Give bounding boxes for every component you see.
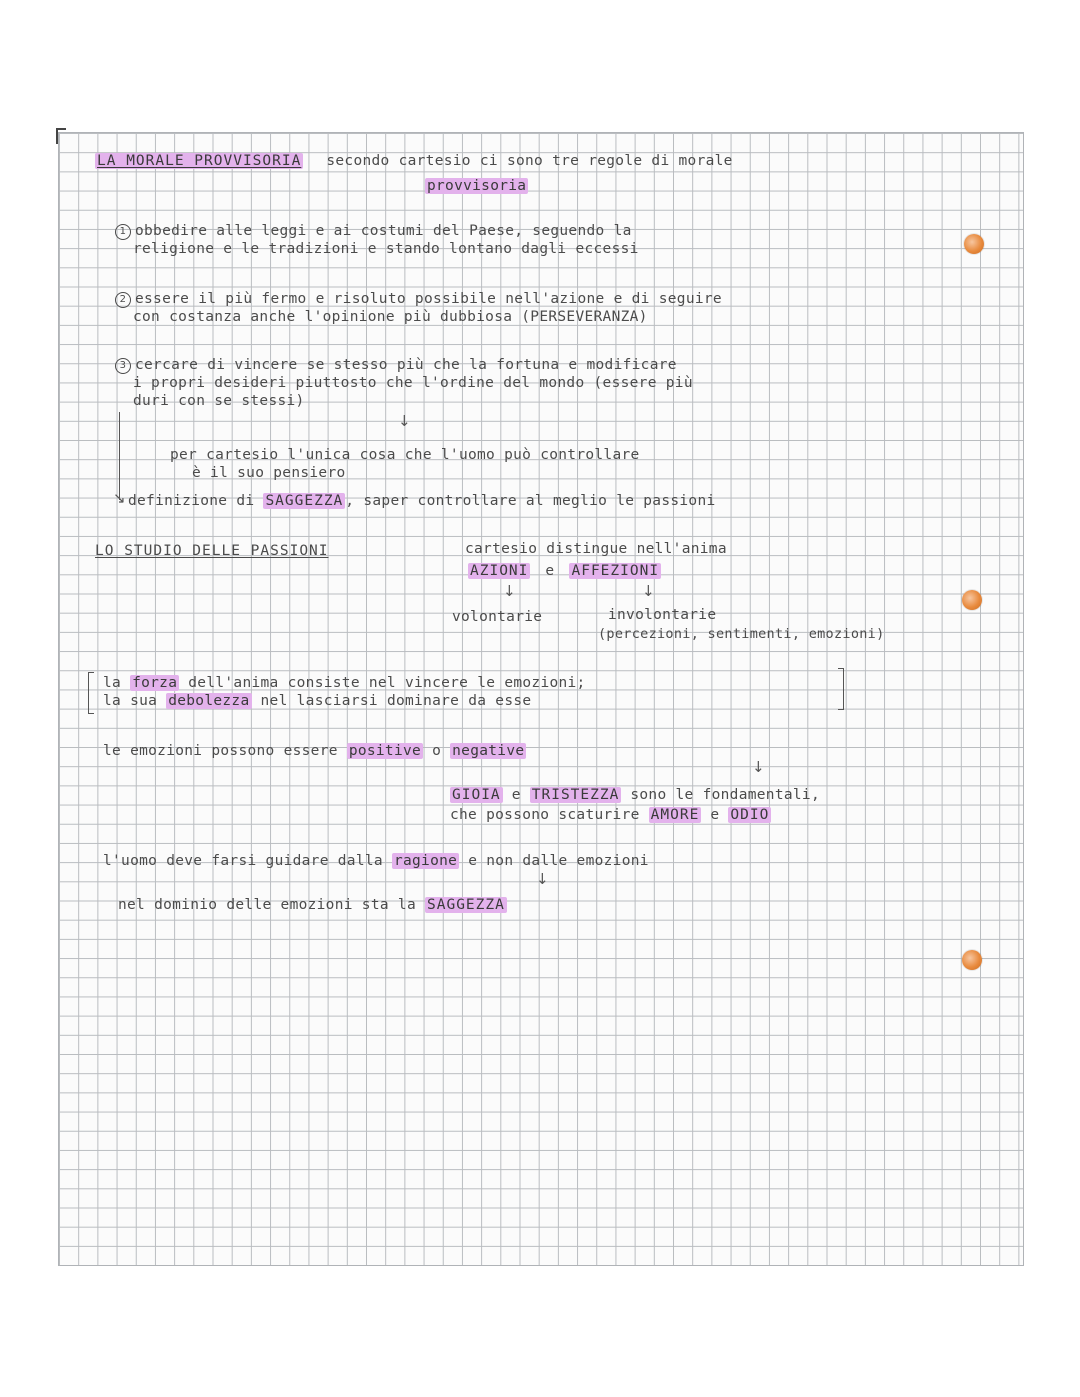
soul-line-2: la sua debolezza nel lasciarsi dominare da esse <box>103 693 532 709</box>
conclusion-wisdom-term: SAGGEZZA <box>427 897 505 913</box>
affections-label: AFFEZIONI <box>571 563 660 579</box>
strength-term: forza <box>132 675 178 691</box>
actions-description: volontarie <box>452 609 543 625</box>
positive-term: positive <box>348 743 422 759</box>
thought-line-2: è il suo pensiero <box>192 465 346 481</box>
emotions-line: le emozioni possono essere positive o negative <box>103 743 525 759</box>
conclusion-line: nel dominio delle emozioni sta la SAGGEZZA <box>118 897 505 913</box>
punch-hole-top <box>964 234 984 254</box>
title-line <box>95 152 733 170</box>
negative-term: negative <box>452 743 525 759</box>
page-title: LA MORALE PROVVISORIA <box>97 153 302 169</box>
reason-term: ragione <box>393 853 458 869</box>
affections-down-arrow: ↓ <box>642 582 655 600</box>
connector-line <box>119 412 120 500</box>
weakness-term: debolezza <box>168 693 250 709</box>
soul-bracket-right <box>838 668 844 710</box>
passions-heading: LO STUDIO DELLE PASSIONI <box>95 543 329 559</box>
passions-intro: cartesio distingue nell'anima <box>465 541 727 557</box>
soul-bracket-left <box>88 672 94 714</box>
wisdom-term: SAGGEZZA <box>265 493 344 509</box>
rule-3-down-arrow: ↓ <box>398 412 411 430</box>
actions-down-arrow: ↓ <box>503 582 516 600</box>
rule-1-number: 1 <box>115 224 131 240</box>
wisdom-definition: definizione di SAGGEZZA , saper controllare al meglio le passioni <box>128 493 716 509</box>
rule-1-line-2: religione e le tradizioni e stando lontano dagli eccessi <box>133 241 639 257</box>
joy-term: GIOIA <box>452 787 501 803</box>
rule-2-line-1: 2 essere il più fermo e risoluto possibile nell'azione e di seguire <box>115 290 722 308</box>
fundamental-line-1: GIOIA e TRISTEZZA sono le fondamentali, <box>452 787 820 803</box>
actions-affections-row: AZIONI e AFFEZIONI <box>470 563 660 579</box>
fundamental-line-2: che possono scaturire AMORE e ODIO <box>450 807 770 823</box>
rule-3-line-2: i propri desideri piuttosto che l'ordine del mondo (essere più <box>133 375 693 391</box>
rule-3-number: 3 <box>115 358 131 374</box>
punch-hole-bottom <box>962 950 982 970</box>
sadness-term: TRISTEZZA <box>531 787 620 803</box>
rule-3-line-3: duri con se stessi) <box>133 393 305 409</box>
actions-label: AZIONI <box>470 563 529 579</box>
intro-line-2: provvisoria <box>427 178 527 194</box>
emotions-down-arrow: ↓ <box>752 758 765 776</box>
page-corner-mark <box>56 128 66 144</box>
connector-arrow: ↘ <box>113 489 126 507</box>
reason-line: l'uomo deve farsi guidare dalla ragione e non dalle emozioni <box>103 853 649 869</box>
thought-line-1: per cartesio l'unica cosa che l'uomo può controllare <box>170 447 640 463</box>
reason-down-arrow: ↓ <box>536 870 549 888</box>
rule-2-line-2: con costanza anche l'opinione più dubbiosa (PERSEVERANZA) <box>133 309 648 325</box>
rule-3-line-1: 3 cercare di vincere se stesso più che la fortuna e modificare <box>115 356 677 374</box>
affections-description: involontarie <box>608 607 717 623</box>
intro-line-1: secondo cartesio ci sono tre regole di morale <box>326 153 733 169</box>
hate-term: ODIO <box>730 807 770 823</box>
love-term: AMORE <box>650 807 700 823</box>
punch-hole-middle <box>962 590 982 610</box>
rule-2-number: 2 <box>115 292 131 308</box>
soul-line-1: la forza dell'anima consiste nel vincere le emozioni; <box>103 675 586 691</box>
passions-heading-row <box>95 542 329 560</box>
rule-1-line-1: 1 obbedire alle leggi e ai costumi del Paese, seguendo la <box>115 222 632 240</box>
affections-examples: (percezioni, sentimenti, emozioni) <box>598 626 885 642</box>
intro-line-2-row <box>425 177 528 195</box>
